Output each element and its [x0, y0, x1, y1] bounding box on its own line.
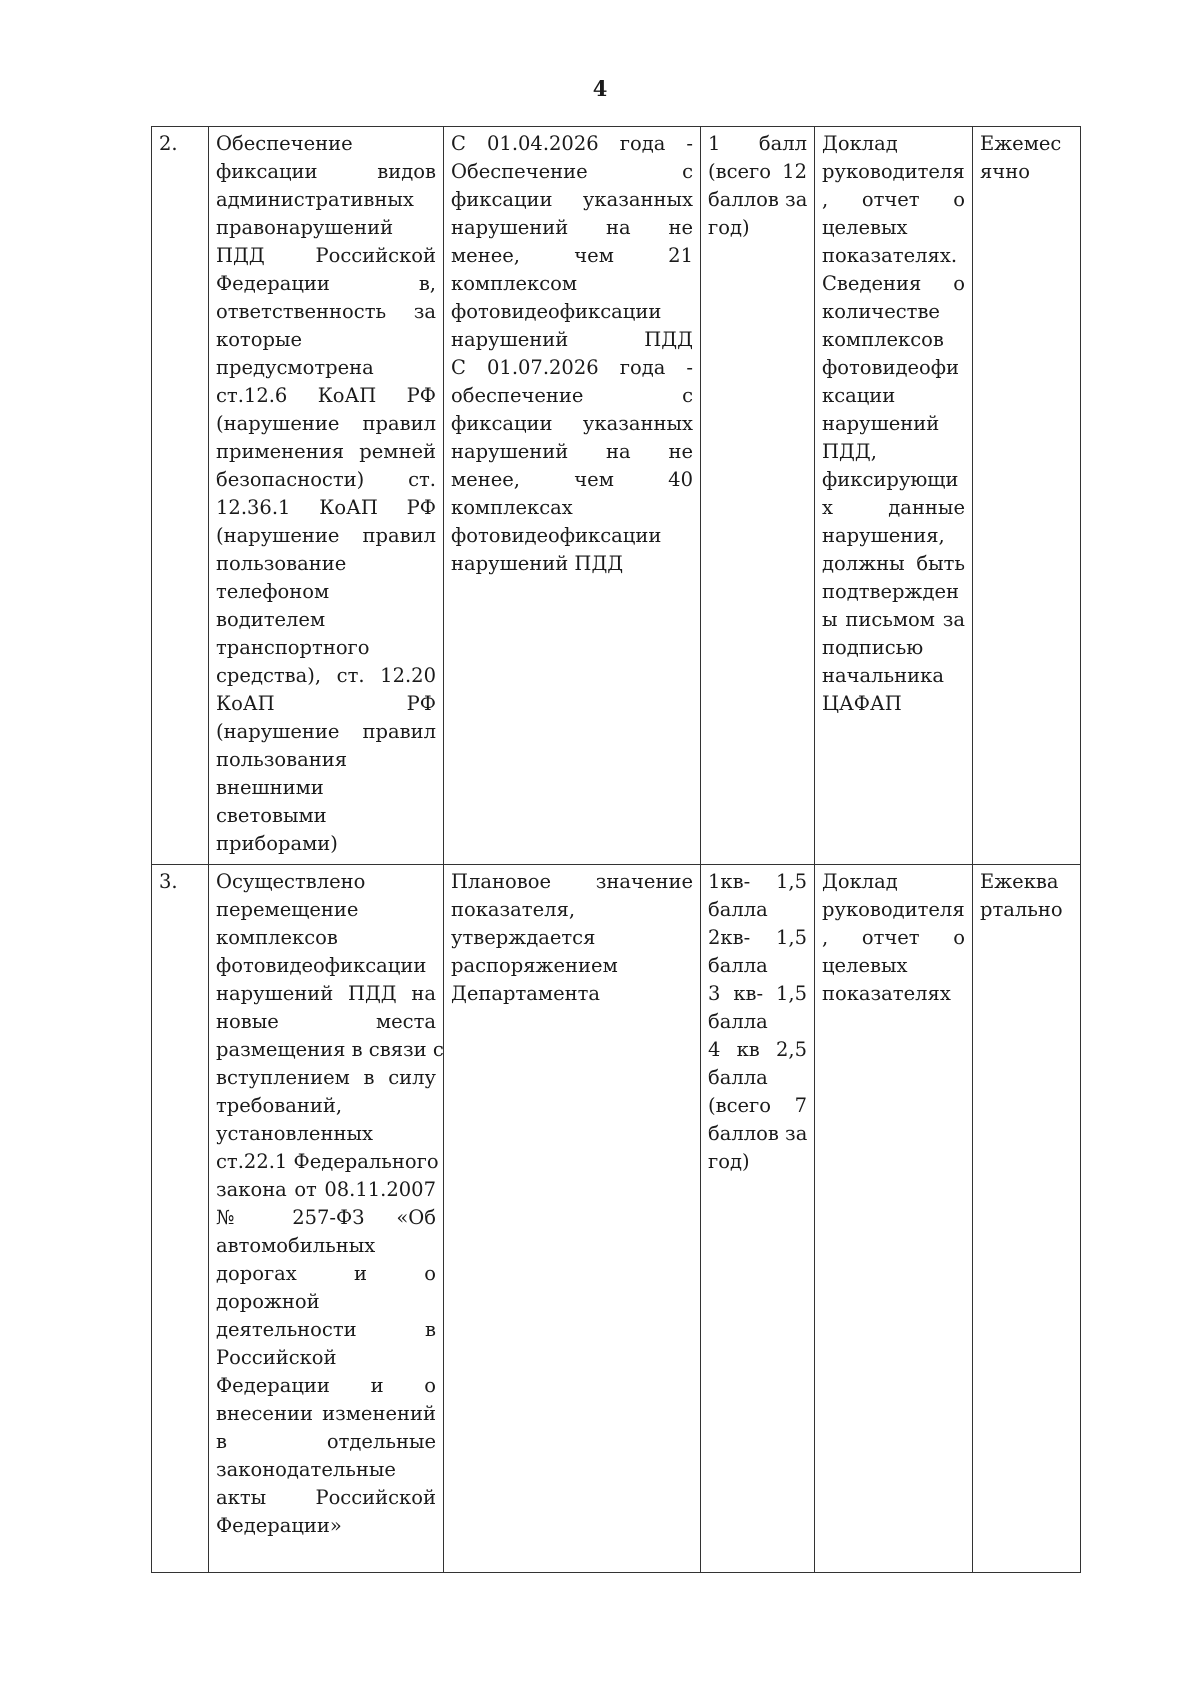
- cell-text-line: нарушений ПДД на: [216, 982, 436, 1005]
- cell-text-line: ст.22.1 Федерального: [216, 1150, 439, 1173]
- cell-text-line: распоряжением: [451, 954, 618, 977]
- cell-text-line: ответственность за: [216, 300, 436, 323]
- confirmation-cell: [815, 865, 973, 1573]
- cell-text-line: комплексов: [822, 328, 944, 351]
- cell-text-line: правонарушений: [216, 216, 394, 239]
- cell-text-line: 1 балл: [708, 132, 807, 155]
- cell-text-line: (нарушение правил: [216, 524, 436, 547]
- cell-text-line: нарушений ПДД: [451, 552, 624, 575]
- cell-text-line: Обеспечение с: [451, 160, 693, 183]
- cell-text-line: нарушений: [822, 412, 940, 435]
- cell-text-line: ПДД Российской: [216, 244, 436, 267]
- cell-text-line: ст.12.6 КоАП РФ: [216, 384, 436, 407]
- frequency-cell: [973, 865, 1081, 1573]
- cell-text-line: телефоном: [216, 580, 330, 603]
- indicators-table: [151, 126, 1081, 1573]
- cell-text-line: установленных: [216, 1122, 373, 1145]
- cell-text-line: новые места: [216, 1010, 436, 1033]
- cell-text-line: Ежеква: [980, 870, 1059, 893]
- cell-text-line: показателя,: [451, 898, 576, 921]
- cell-text-line: Доклад: [822, 132, 898, 155]
- cell-text-line: фотовидеофиксации: [451, 300, 662, 323]
- cell-text-line: показателях.: [822, 244, 958, 267]
- cell-text-line: должны быть: [822, 552, 965, 575]
- cell-text-line: х данные: [822, 496, 965, 519]
- cell-text-line: дорожной: [216, 1290, 320, 1313]
- row-number: 3.: [159, 870, 178, 893]
- cell-text-line: фиксации указанных: [451, 412, 693, 435]
- cell-text-line: (всего 7: [708, 1094, 807, 1117]
- cell-text-line: комплексов: [216, 926, 338, 949]
- cell-text-line: (нарушение правил: [216, 720, 436, 743]
- indicator-cell: [209, 865, 444, 1573]
- cell-text-line: фиксации видов: [216, 160, 436, 183]
- cell-text-line: Осуществлено: [216, 870, 366, 893]
- cell-text-line: менее, чем 21: [451, 244, 693, 267]
- cell-text-line: применения ремней: [216, 440, 436, 463]
- cell-text-line: Федерации и о: [216, 1374, 436, 1397]
- cell-text-line: внесении изменений: [216, 1402, 436, 1425]
- table-row: [152, 127, 1081, 865]
- cell-text-line: балла: [708, 1066, 768, 1089]
- cell-text-line: 1кв- 1,5: [708, 870, 807, 893]
- cell-text-line: фотовидеофи: [822, 356, 960, 379]
- cell-text-line: С 01.04.2026 года -: [451, 132, 693, 155]
- cell-text-line: подписью: [822, 636, 924, 659]
- cell-text-line: вступлением в силу: [216, 1066, 436, 1089]
- cell-text-line: безопасности) ст.: [216, 468, 436, 491]
- cell-text-line: деятельности в: [216, 1318, 436, 1341]
- cell-text-line: средства), ст. 12.20: [216, 664, 436, 687]
- frequency-cell: [973, 127, 1081, 865]
- cell-text-line: обеспечение с: [451, 384, 693, 407]
- cell-text-line: Федерации в,: [216, 272, 436, 295]
- cell-text-line: перемещение: [216, 898, 359, 921]
- cell-text-line: дорогах и о: [216, 1262, 436, 1285]
- cell-text-line: (нарушение правил: [216, 412, 436, 435]
- cell-text-line: размещения в связи с: [216, 1038, 444, 1061]
- cell-text-line: внешними: [216, 776, 324, 799]
- cell-text-line: (всего 12: [708, 160, 807, 183]
- cell-text-line: нарушений на не: [451, 440, 693, 463]
- row-number-cell: [152, 127, 209, 865]
- cell-text-line: которые: [216, 328, 302, 351]
- cell-text-line: акты Российской: [216, 1486, 436, 1509]
- cell-text-line: фотовидеофиксации: [216, 954, 427, 977]
- cell-text-line: автомобильных: [216, 1234, 376, 1257]
- cell-text-line: баллов за: [708, 188, 808, 211]
- cell-text-line: ксации: [822, 384, 896, 407]
- cell-text-line: руководителя: [822, 898, 965, 921]
- cell-text-line: Плановое значение: [451, 870, 693, 893]
- cell-text-line: Российской: [216, 1346, 337, 1369]
- cell-text-line: нарушений на не: [451, 216, 693, 239]
- cell-text-line: закона от 08.11.2007: [216, 1178, 436, 1201]
- cell-text-line: № 257-ФЗ «Об: [216, 1206, 436, 1229]
- cell-text-line: руководителя: [822, 160, 965, 183]
- cell-text-line: водителем: [216, 608, 326, 631]
- target-value-cell: [444, 865, 701, 1573]
- cell-text-line: КоАП РФ: [216, 692, 436, 715]
- cell-text-line: целевых: [822, 954, 908, 977]
- cell-text-line: требований,: [216, 1094, 343, 1117]
- points-cell: [701, 127, 815, 865]
- cell-text-line: количестве: [822, 300, 940, 323]
- page-number: 4: [592, 76, 608, 101]
- cell-text-line: комплексах: [451, 496, 573, 519]
- cell-text-line: административных: [216, 188, 414, 211]
- cell-text-line: балла: [708, 954, 768, 977]
- cell-text-line: приборами): [216, 832, 338, 855]
- cell-text-line: ячно: [980, 160, 1030, 183]
- cell-text-line: Обеспечение: [216, 132, 353, 155]
- cell-text-line: подтвержден: [822, 580, 960, 603]
- cell-text-line: 3 кв- 1,5: [708, 982, 807, 1005]
- cell-text-line: ы письмом за: [822, 608, 965, 631]
- cell-text-line: фиксирующи: [822, 468, 959, 491]
- target-value-cell: [444, 127, 701, 865]
- cell-text-line: С 01.07.2026 года -: [451, 356, 693, 379]
- cell-text-line: предусмотрена: [216, 356, 374, 379]
- cell-text-line: менее, чем 40: [451, 468, 693, 491]
- cell-text-line: год): [708, 216, 750, 239]
- cell-text-line: показателях: [822, 982, 951, 1005]
- cell-text-line: 4 кв 2,5: [708, 1038, 807, 1061]
- cell-text-line: Департамента: [451, 982, 601, 1005]
- cell-text-line: Ежемес: [980, 132, 1062, 155]
- cell-text-line: транспортного: [216, 636, 370, 659]
- points-cell: [701, 865, 815, 1573]
- cell-text-line: Сведения о: [822, 272, 965, 295]
- cell-text-line: балла: [708, 898, 768, 921]
- cell-text-line: световыми: [216, 804, 327, 827]
- cell-text-line: в отдельные: [216, 1430, 436, 1453]
- row-number-cell: [152, 865, 209, 1573]
- cell-text-line: год): [708, 1150, 750, 1173]
- indicator-cell: [209, 127, 444, 865]
- confirmation-cell: [815, 127, 973, 865]
- cell-text-line: , отчет о: [822, 926, 965, 949]
- cell-text-line: , отчет о: [822, 188, 965, 211]
- cell-text-line: баллов за: [708, 1122, 808, 1145]
- cell-text-line: нарушения,: [822, 524, 945, 547]
- cell-text-line: балла: [708, 1010, 768, 1033]
- cell-text-line: утверждается: [451, 926, 596, 949]
- cell-text-line: ртально: [980, 898, 1063, 921]
- cell-text-line: Доклад: [822, 870, 898, 893]
- cell-text-line: законодательные: [216, 1458, 396, 1481]
- cell-text-line: пользования: [216, 748, 348, 771]
- row-number: 2.: [159, 132, 178, 155]
- table-row: [152, 865, 1081, 1573]
- cell-text-line: начальника: [822, 664, 944, 687]
- cell-text-line: 2кв- 1,5: [708, 926, 807, 949]
- cell-text-line: Федерации»: [216, 1514, 342, 1537]
- cell-text-line: нарушений ПДД: [451, 328, 693, 351]
- cell-text-line: комплексом: [451, 272, 578, 295]
- cell-text-line: ПДД,: [822, 440, 877, 463]
- cell-text-line: пользование: [216, 552, 347, 575]
- cell-text-line: фотовидеофиксации: [451, 524, 662, 547]
- cell-text-line: 12.36.1 КоАП РФ: [216, 496, 436, 519]
- cell-text-line: целевых: [822, 216, 908, 239]
- cell-text-line: фиксации указанных: [451, 188, 693, 211]
- cell-text-line: ЦАФАП: [822, 692, 902, 715]
